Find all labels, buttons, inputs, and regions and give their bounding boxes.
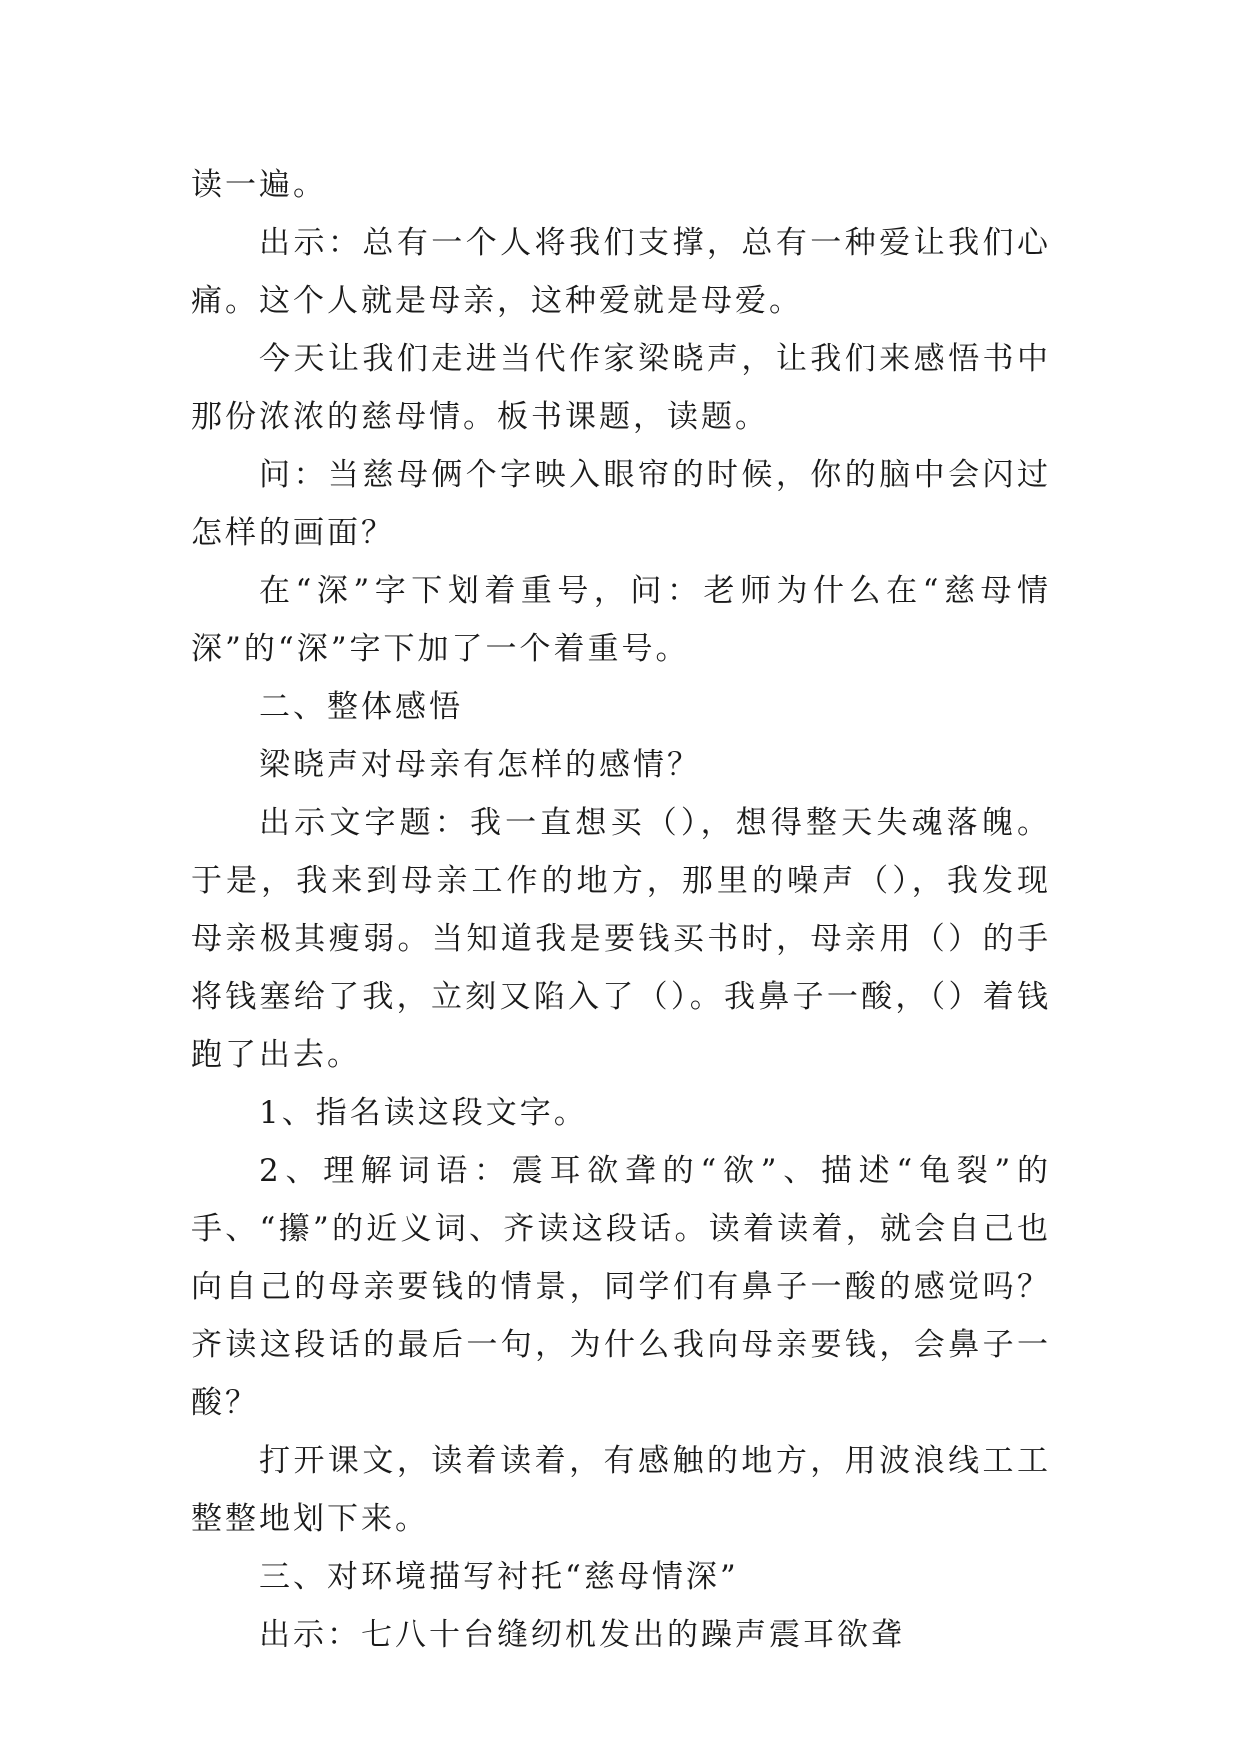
paragraph-2: 出示：总有一个人将我们支撑，总有一种爱让我们心痛。这个人就是母亲，这种爱就是母爱。 <box>191 225 1051 319</box>
paragraph-8: 出示文字题：我一直想买（），想得整天失魂落魄。于是，我来到母亲工作的地方，那里的噪声（），我发现母亲极其瘦弱。当知道我是要钱买书时，母亲用（）的手将钱塞给了我，立刻又陷入了（）。我鼻子一酸，（）着钱跑了出去。 <box>191 805 1051 1073</box>
paragraph-1: 读一遍。 <box>191 167 327 203</box>
paragraph-3: 今天让我们走进当代作家梁晓声，让我们来感悟书中那份浓浓的慈母情。板书课题，读题。 <box>191 341 1051 435</box>
paragraph-7: 梁晓声对母亲有怎样的感情？ <box>259 747 701 783</box>
paragraph-5: 在“深”字下划着重号，问：老师为什么在“慈母情深”的“深”字下加了一个着重号。 <box>191 573 1051 667</box>
paragraph-9: 1、指名读这段文字。 <box>259 1095 588 1131</box>
paragraph-11: 打开课文，读着读着，有感触的地方，用波浪线工工整整地划下来。 <box>191 1443 1051 1537</box>
paragraph-13: 出示：七八十台缝纫机发出的躁声震耳欲聋 <box>259 1617 905 1653</box>
section-heading-2: 二、整体感悟 <box>259 689 463 725</box>
document-body <box>191 156 1051 1664</box>
paragraph-4: 问：当慈母俩个字映入眼帘的时候，你的脑中会闪过怎样的画面？ <box>191 457 1051 551</box>
section-heading-3: 三、对环境描写衬托“慈母情深” <box>259 1559 739 1595</box>
paragraph-10: 2、理解词语：震耳欲聋的“欲”、描述“龟裂”的手、“攥”的近义词、齐读这段话。读着读着，就会自己也向自己的母亲要钱的情景，同学们有鼻子一酸的感觉吗？齐读这段话的最后一句，为什么我向母亲要钱，会鼻子一酸？ <box>191 1153 1051 1421</box>
